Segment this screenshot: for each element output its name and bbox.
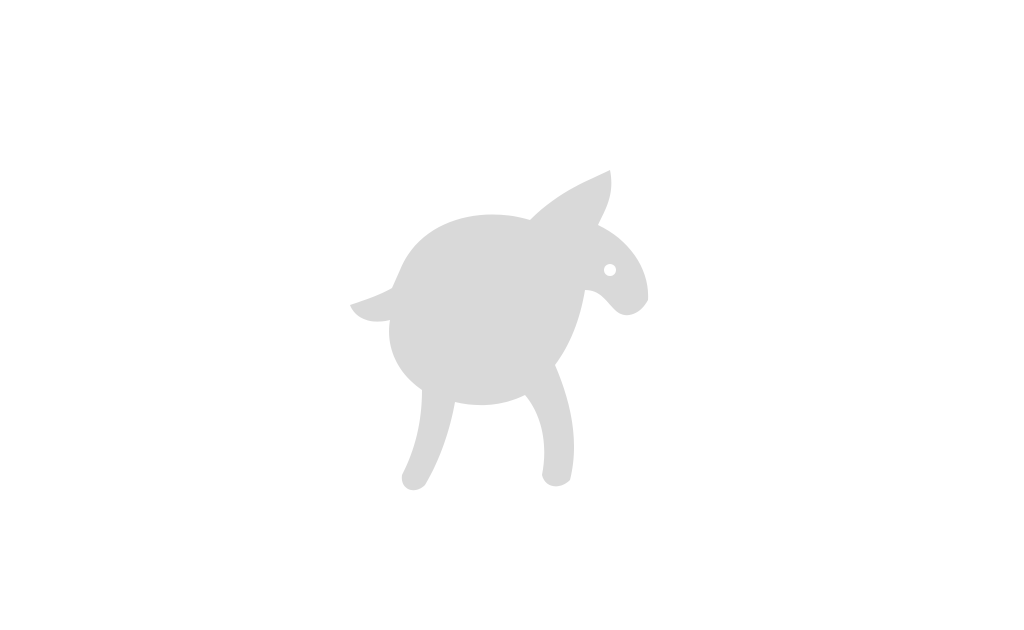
- horse-logo-icon: [330, 150, 690, 530]
